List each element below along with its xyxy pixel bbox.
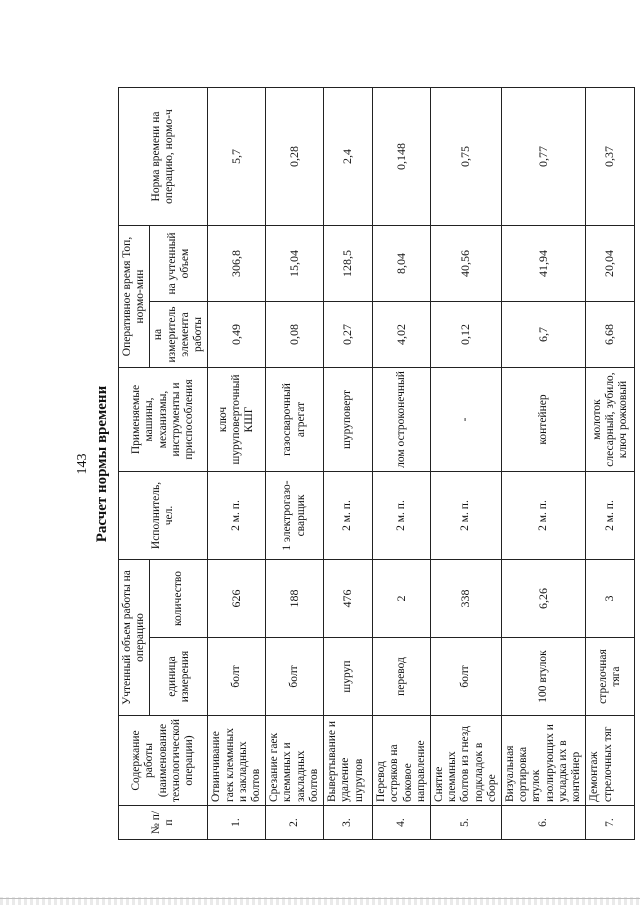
header-quantity: количество — [150, 560, 208, 638]
cell-per-volume: 20,04 — [586, 226, 635, 302]
cell-per-unit: 4,02 — [373, 302, 431, 368]
cell-norm: 5,7 — [208, 88, 266, 226]
cell-tools: контейнер — [502, 368, 586, 472]
page-number: 143 — [75, 453, 90, 475]
cell-norm: 2,4 — [324, 88, 373, 226]
cell-content: Вывертывание и удаление шурупов — [324, 716, 373, 806]
cell-executor: 2 м. п. — [373, 472, 431, 560]
header-executor: Исполнитель, чел. — [119, 472, 208, 560]
cell-executor: 1 электрогазо-сварщик — [266, 472, 324, 560]
cell-per-volume: 8,04 — [373, 226, 431, 302]
cell-tools: газосварочный агрегат — [266, 368, 324, 472]
table-row — [266, 88, 324, 840]
cell-unit: 100 втулок — [502, 638, 586, 716]
header-unit: единица измерения — [150, 638, 208, 716]
cell-norm: 0,148 — [373, 88, 431, 226]
cell-quantity: 626 — [208, 560, 266, 638]
table-row — [586, 88, 635, 840]
cell-no: 7. — [586, 806, 635, 840]
cell-unit: стрелочная тяга — [586, 638, 635, 716]
cell-content: Перевод остряков на боковое направление — [373, 716, 431, 806]
cell-unit: шуруп — [324, 638, 373, 716]
rotated-page-content — [75, 88, 629, 840]
cell-per-volume: 128,5 — [324, 226, 373, 302]
cell-no: 3. — [324, 806, 373, 840]
cell-unit: перевод — [373, 638, 431, 716]
cell-per-volume: 15,04 — [266, 226, 324, 302]
header-per-volume: на учтенный объем — [150, 226, 208, 302]
cell-no: 4. — [373, 806, 431, 840]
cell-no: 6. — [502, 806, 586, 840]
cell-content: Визуальная сортировка втулок изолирующих и укладка их в контейнер — [502, 716, 586, 806]
cell-norm: 0,28 — [266, 88, 324, 226]
header-no: № п/п — [119, 806, 208, 840]
cell-unit: болт — [266, 638, 324, 716]
cell-norm: 0,75 — [430, 88, 501, 226]
table-row — [373, 88, 431, 840]
table-row — [324, 88, 373, 840]
document-title: Расчет нормы времени — [94, 385, 110, 543]
cell-per-unit: 0,12 — [430, 302, 501, 368]
cell-executor: 2 м. п. — [586, 472, 635, 560]
cell-quantity: 188 — [266, 560, 324, 638]
header-tools: Применяемые машины, механизмы, инструменты и приспособления — [119, 368, 208, 472]
cell-per-volume: 40,56 — [430, 226, 501, 302]
cell-per-unit: 0,27 — [324, 302, 373, 368]
cell-tools: молоток слесарный, зубило, ключ рожковый — [586, 368, 635, 472]
cell-tools: лом остроконечный — [373, 368, 431, 472]
cell-norm: 0,77 — [502, 88, 586, 226]
cell-content: Демонтаж стрелочных тяг — [586, 716, 635, 806]
cell-quantity: 3 — [586, 560, 635, 638]
scan-edge-line — [0, 898, 640, 899]
cell-content: Отвинчивание гаек клеммных и закладных болтов — [208, 716, 266, 806]
header-row-1 — [119, 88, 150, 840]
cell-content: Снятие клеммных болтов из гнезд подкладок в сборе — [430, 716, 501, 806]
table-row — [208, 88, 266, 840]
cell-quantity: 2 — [373, 560, 431, 638]
cell-unit: болт — [208, 638, 266, 716]
cell-content: Срезание гаек клеммных и закладных болтов — [266, 716, 324, 806]
cell-norm: 0,37 — [586, 88, 635, 226]
cell-tools: шуруповерт — [324, 368, 373, 472]
cell-executor: 2 м. п. — [324, 472, 373, 560]
cell-per-volume: 41,94 — [502, 226, 586, 302]
cell-per-unit: 0,08 — [266, 302, 324, 368]
header-per-unit: на измеритель элемента работы — [150, 302, 208, 368]
header-norm: Норма времени на операцию, нормо-ч — [119, 88, 208, 226]
time-norm-table — [118, 87, 635, 840]
table-row — [430, 88, 501, 840]
cell-tools: - — [430, 368, 501, 472]
cell-quantity: 476 — [324, 560, 373, 638]
cell-unit: болт — [430, 638, 501, 716]
cell-quantity: 338 — [430, 560, 501, 638]
cell-no: 2. — [266, 806, 324, 840]
cell-no: 5. — [430, 806, 501, 840]
header-volume-group: Учтенный объем работы на операцию — [119, 560, 150, 716]
table-row — [502, 88, 586, 840]
cell-per-unit: 6,68 — [586, 302, 635, 368]
cell-executor: 2 м. п. — [208, 472, 266, 560]
cell-quantity: 6,26 — [502, 560, 586, 638]
cell-tools: ключ шуруповерточный КШГ — [208, 368, 266, 472]
header-optime-group: Оперативное время Топ, нормо-мин — [119, 226, 150, 368]
cell-no: 1. — [208, 806, 266, 840]
cell-executor: 2 м. п. — [502, 472, 586, 560]
cell-executor: 2 м. п. — [430, 472, 501, 560]
cell-per-unit: 0,49 — [208, 302, 266, 368]
cell-per-unit: 6,7 — [502, 302, 586, 368]
header-content: Содержание работы (наименование технологической операции) — [119, 716, 208, 806]
cell-per-volume: 306,8 — [208, 226, 266, 302]
